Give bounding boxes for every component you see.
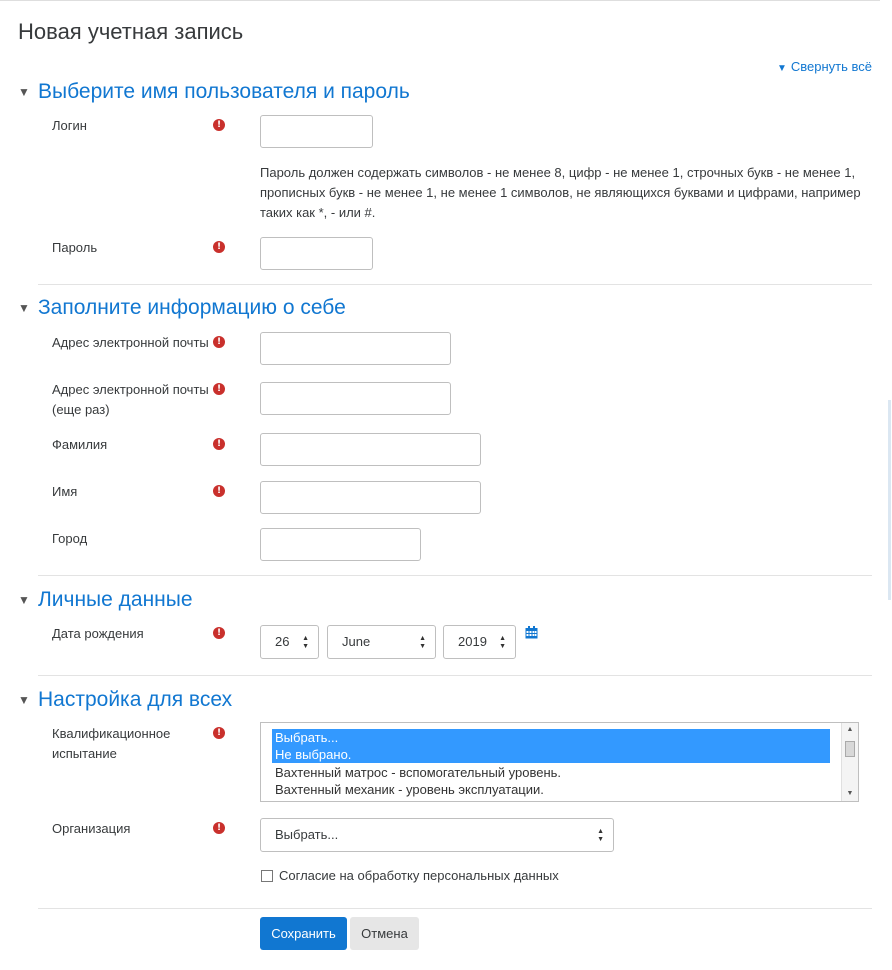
scroll-down-icon[interactable]: ▼ (846, 790, 854, 797)
top-divider (0, 0, 880, 1)
birth-month-value: June (342, 634, 371, 649)
password-label: Пароль (52, 240, 98, 255)
birth-year-select[interactable] (443, 625, 516, 659)
consent-checkbox[interactable] (261, 870, 273, 882)
section-toggle-icon[interactable]: ▼ (18, 593, 30, 608)
section-info-header[interactable] (18, 296, 346, 320)
password-policy-text: Пароль должен содержать символов - не менее 8, цифр - не менее 1, строчных букв - не менее 1, прописных букв - не менее 1, не менее 1 символов, не являющихся буквами и цифрами, например таких как *, - или #. (260, 165, 861, 220)
qualification-label-line1: Квалификационное (52, 726, 171, 741)
save-button[interactable]: Сохранить (260, 917, 347, 950)
email-repeat-label-line1: Адрес электронной почты (52, 382, 209, 397)
section-toggle-icon[interactable]: ▼ (18, 85, 30, 100)
birth-day-select[interactable] (260, 625, 319, 659)
required-icon: ! (213, 119, 225, 131)
collapse-all-label[interactable]: Свернуть всё (790, 59, 872, 74)
firstname-label: Имя (52, 484, 78, 499)
collapse-triangle-icon: ▼ (776, 63, 787, 74)
section-divider (38, 908, 872, 909)
scroll-up-icon[interactable]: ▲ (846, 726, 854, 733)
page-scrollbar-edge (888, 400, 891, 600)
section-divider (38, 284, 872, 285)
birthdate-label: Дата рождения (52, 626, 144, 641)
organization-label: Организация (52, 821, 131, 836)
qualification-label-line2: испытание (52, 746, 117, 761)
email-input[interactable] (260, 332, 451, 365)
username-label: Логин (52, 118, 87, 133)
city-label: Город (52, 531, 88, 546)
required-icon: ! (213, 336, 225, 348)
section-general-header[interactable] (18, 688, 232, 712)
collapse-all-link[interactable] (777, 59, 872, 74)
lastname-label: Фамилия (52, 437, 108, 452)
firstname-input[interactable] (260, 481, 481, 514)
page-title: Новая учетная запись (18, 19, 244, 44)
section-personal-title[interactable]: Личные данные (38, 588, 193, 611)
organization-value: Выбрать... (275, 827, 339, 842)
email-label: Адрес электронной почты (52, 335, 209, 350)
qualification-listbox[interactable] (260, 722, 859, 802)
birth-day-value: 26 (275, 634, 290, 649)
section-toggle-icon[interactable]: ▼ (18, 301, 30, 316)
consent-label[interactable]: Согласие на обработку персональных данных (279, 868, 559, 883)
email-repeat-input[interactable] (260, 382, 451, 415)
qualification-label (52, 724, 170, 764)
select-arrows-icon: ▲ ▼ (419, 635, 426, 650)
city-input[interactable] (260, 528, 421, 561)
username-input[interactable] (260, 115, 373, 148)
email-repeat-label-line2: (еще раз) (52, 402, 110, 417)
required-icon: ! (213, 383, 225, 395)
email-repeat-label (52, 380, 209, 420)
organization-select[interactable] (260, 818, 614, 852)
required-icon: ! (213, 438, 225, 450)
select-arrows-icon: ▲ ▼ (597, 828, 604, 843)
scroll-thumb[interactable] (845, 741, 855, 757)
list-item[interactable]: Вахтенный матрос - вспомогательный уровень. (275, 765, 562, 780)
required-icon: ! (213, 727, 225, 739)
section-general-title[interactable]: Настройка для всех (38, 688, 233, 711)
section-divider (38, 575, 872, 576)
section-account-header[interactable] (18, 80, 410, 104)
section-personal-header[interactable] (18, 588, 193, 612)
section-info-title[interactable]: Заполните информацию о себе (38, 296, 346, 319)
password-input[interactable] (260, 237, 373, 270)
required-icon: ! (213, 822, 225, 834)
cancel-button[interactable]: Отмена (350, 917, 419, 950)
required-icon: ! (213, 627, 225, 639)
birth-month-select[interactable] (327, 625, 436, 659)
list-item[interactable]: Вахтенный механик - уровень эксплуатации. (275, 782, 544, 797)
required-icon: ! (213, 485, 225, 497)
lastname-input[interactable] (260, 433, 481, 466)
birth-year-value: 2019 (458, 634, 487, 649)
select-arrows-icon: ▲ ▼ (302, 635, 309, 650)
section-toggle-icon[interactable]: ▼ (18, 693, 30, 708)
required-icon: ! (213, 241, 225, 253)
list-item[interactable]: Выбрать... (272, 729, 830, 746)
list-item[interactable]: Не выбрано. (272, 746, 830, 763)
calendar-icon[interactable] (525, 626, 538, 639)
listbox-scrollbar[interactable] (841, 723, 858, 801)
section-divider (38, 675, 872, 676)
section-account-title[interactable]: Выберите имя пользователя и пароль (38, 80, 410, 103)
select-arrows-icon: ▲ ▼ (499, 635, 506, 650)
